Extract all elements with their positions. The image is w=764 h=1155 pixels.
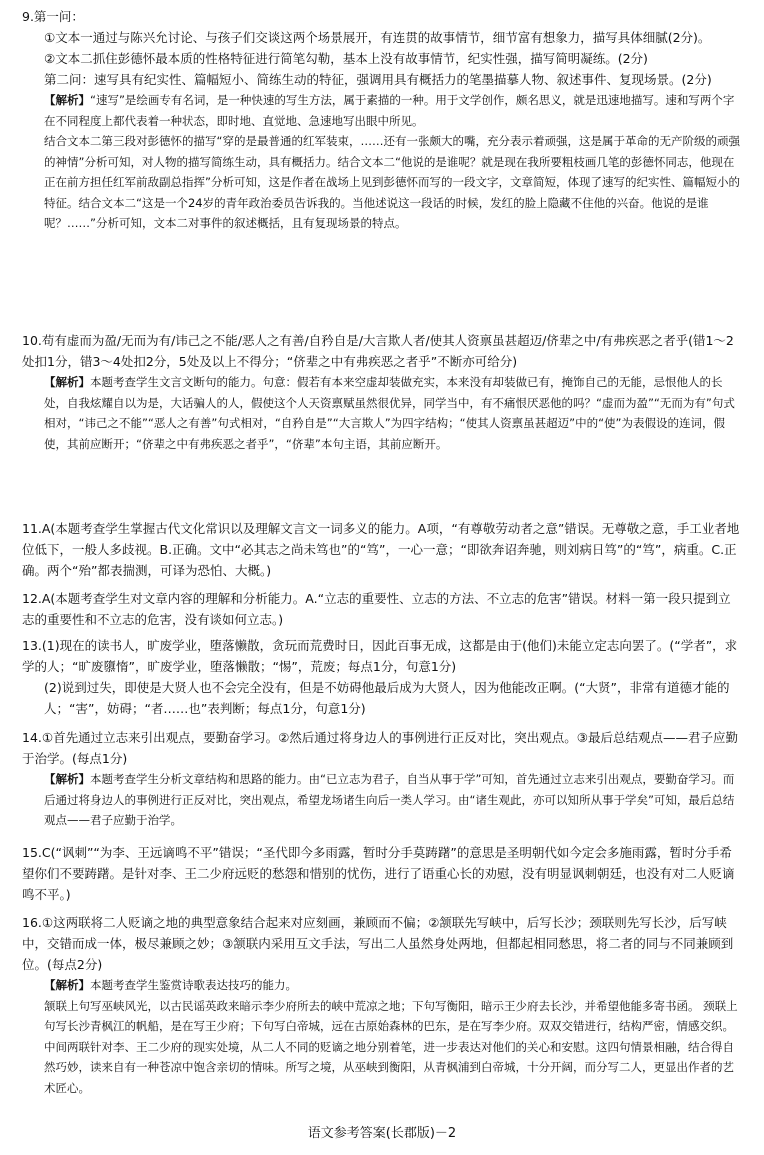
analysis-tag: 【解析】 (44, 93, 90, 107)
q10-answer: 10.苟有虚而为盈/无而为有/讳己之不能/恶人之有善/自矜自是/大言欺人者/使其人资禀虽甚超迈/侪辈之中/有弗疾恶之者乎(错1～2处扣1分，错3～4处扣2分，5处及以上不得分；“侪辈之中有弗疾恶之者乎”不断亦可给分) (22, 333, 734, 369)
q16-analysis-head: 本题考查学生鉴赏诗歌表达技巧的能力。 (90, 978, 297, 992)
q16-analysis-text-1: 颔联上句写巫峡风光，以古民谣英政来暗示李少府所去的峡中荒凉之地；下句写衡阳，暗示王少府去长沙，并希望他能多寄书函。 颈联上句写长沙青枫江的帆船，是在写王少府；下句写白帝城，远在古原始森林的巴东，是在写李少府。双双交错进行，结构严密，情感交织。 (44, 998, 738, 1033)
page-footer: 语文参考答案(长郡版)－2 (307, 1126, 457, 1141)
question-14 (22, 727, 742, 831)
question-9 (22, 6, 742, 234)
question-10 (22, 330, 742, 454)
q9-answer-2: ②文本二抓住彭德怀最本质的性格特征进行简笔勾勒，基本上没有故事情节，纪实性强，描写简明凝练。(2分) (44, 51, 648, 66)
analysis-tag: 【解析】 (44, 375, 90, 389)
q10-analysis-text: 本题考查学生文言文断句的能力。句意：假若有本来空虚却装做充实，本来没有却装做已有，掩饰自己的无能，忌恨他人的长处，自我炫耀自以为是，大话骗人的人，假使这个人天资禀赋虽然很优异，同学当中，有不痛恨厌恶他的吗？“虚而为盈”“无而为有”句式相对，“讳己之不能”“恶人之有善”句式相对，“自矜自是”“大言欺人”为四字结构；“使其人资禀虽甚超迈”中的“使”为表假设的连词，假使，其前应断开；“侪辈之中有弗疾恶之者乎”，“侪辈”本句主语，其前应断开。 (44, 375, 735, 451)
q16-answer: 16.①这两联将二人贬谪之地的典型意象结合起来对应刻画，兼顾而不偏；②颔联先写峡中，后写长沙；颈联则先写长沙，后写峡中，交错而成一体，极尽兼顾之妙；③颔联内采用互文手法，写出二人虽然身处两地，但都起相同愁思，将二者的同与不同兼顾到位。(每点2分) (22, 915, 734, 972)
q9-analysis-text-2: 结合文本二第三段对彭德怀的描写“穿的是最普通的红军装束，……还有一张颇大的嘴，充分表示着顽强，这是属于革命的无产阶级的顽强的神情”分析可知，对人物的描写简练生动，具有概括力。结合文本二“他说的是谁呢？就是现在我所要粗枝画几笔的彭德怀同志，他现在正在前方担任红军前敌副总指挥”分析可知，这是作者在战场上见到彭德怀而写的一段文字，文章简短，体现了速写的纪实性、篇幅短小的特征。结合文本二“这是一个24岁的青年政治委员告诉我的。当他述说这一段话的时候，发红的脸上隐藏不住他的兴奋。他说的是谁呢？……”分析可知，文本二对事件的叙述概括，且有复现场景的特点。 (44, 134, 740, 230)
question-15 (22, 842, 742, 905)
q9-analysis-text-1: “速写”是绘画专有名词，是一种快速的写生方法，属于素描的一种。用于文学创作，颇名思义，就是迅速地描写。速和写两个字在不同程度上都代表着一种状态，即时地、直觉地、急速地写出眼中所见。 (44, 93, 735, 128)
q14-analysis (22, 769, 742, 831)
question-11 (22, 518, 742, 581)
q14-answer: 14.①首先通过立志来引出观点，要勤奋学习。②然后通过将身边人的事例进行正反对比，突出观点。③最后总结观点——君子应勤于治学。(每点1分) (22, 730, 738, 766)
q9-analysis (22, 90, 742, 131)
q9-answer-1: ①文本一通过与陈兴允讨论、与孩子们交谈这两个场景展开，有连贯的故事情节，细节富有想象力，描写具体细腻(2分)。 (44, 30, 711, 45)
q9-title: 9.第一问： (22, 9, 84, 24)
analysis-tag: 【解析】 (44, 978, 90, 992)
question-13 (22, 635, 742, 719)
q12-answer: 12.A(本题考查学生对文章内容的理解和分析能力。A.“立志的重要性、立志的方法、不立志的危害”错误。材料一第一段只提到立志的重要性和不立志的危害，没有谈如何立志。) (22, 591, 731, 627)
question-16 (22, 912, 742, 1098)
question-12 (22, 588, 742, 630)
q11-answer: 11.A(本题考查学生掌握古代文化常识以及理解文言文一词多义的能力。A项，“有尊敬劳动者之意”错误。无尊敬之意，手工业者地位低下，一般人多歧视。B.正确。文中“必其志之尚未笃也”的“笃”，一心一意；“即欲奔诏奔驰，则刘病日笃”的“笃”，病重。C.正确。两个“殆”都表揣测，可译为恐怕、大概。) (22, 521, 740, 578)
q16-analysis-text-2: 中间两联针对李、王二少府的现实处境，从二人不同的贬谪之地分别着笔，进一步表达对他们的关心和安慰。这四句情景相融，结合得自然巧妙，读来自有一种苍凉中饱含亲切的情味。所写之境，从巫峡到衡阳，从青枫浦到白帝城，十分开阔，而分写二人，更显出作者的艺术匠心。 (44, 1039, 734, 1095)
q9-second-part: 第二问：速写具有纪实性、篇幅短小、简练生动的特征，强调用具有概括力的笔墨描摹人物、叙述事件、复现场景。(2分) (44, 72, 712, 87)
q13-answer-1: 13.(1)现在的读书人，旷废学业，堕落懒散，贪玩而荒费时日，因此百事无成，这都是由于(他们)未能立定志向罢了。(“学者”，求学的人；“旷废隳惰”，旷废学业，堕落懒散；“惕”，荒废；每点1分，句意1分) (22, 638, 738, 674)
q13-answer-2: (2)说到过失，即使是大贤人也不会完全没有，但是不妨碍他最后成为大贤人，因为他能改正啊。(“大贤”，非常有道德才能的人；“害”，妨碍；“者……也”表判断；每点1分，句意1分) (44, 680, 730, 716)
q10-analysis (22, 372, 742, 454)
q16-analysis (22, 975, 742, 996)
q14-analysis-text: 本题考查学生分析文章结构和思路的能力。由“已立志为君子，自当从事于学”可知，首先通过立志来引出观点，要勤奋学习。而后通过将身边人的事例进行正反对比，突出观点，希望龙场诸生向后一类人学习。由“诸生观此，亦可以知所从事于学矣”可知，最后总结观点——君子应勤于治学。 (44, 772, 735, 827)
q15-answer: 15.C(“讽刺”“为李、王远谪鸣不平”错误；“圣代即今多雨露，暂时分手莫踌躇”的意思是圣明朝代如今定会多施雨露，暂时分手希望你们不要踌躇。是针对李、王二少府远贬的愁怨和惜别的忧伤，进行了语重心长的劝慰，没有明显讽刺朝廷，也没有对二人贬谪鸣不平。) (22, 845, 735, 902)
analysis-tag: 【解析】 (44, 772, 90, 786)
